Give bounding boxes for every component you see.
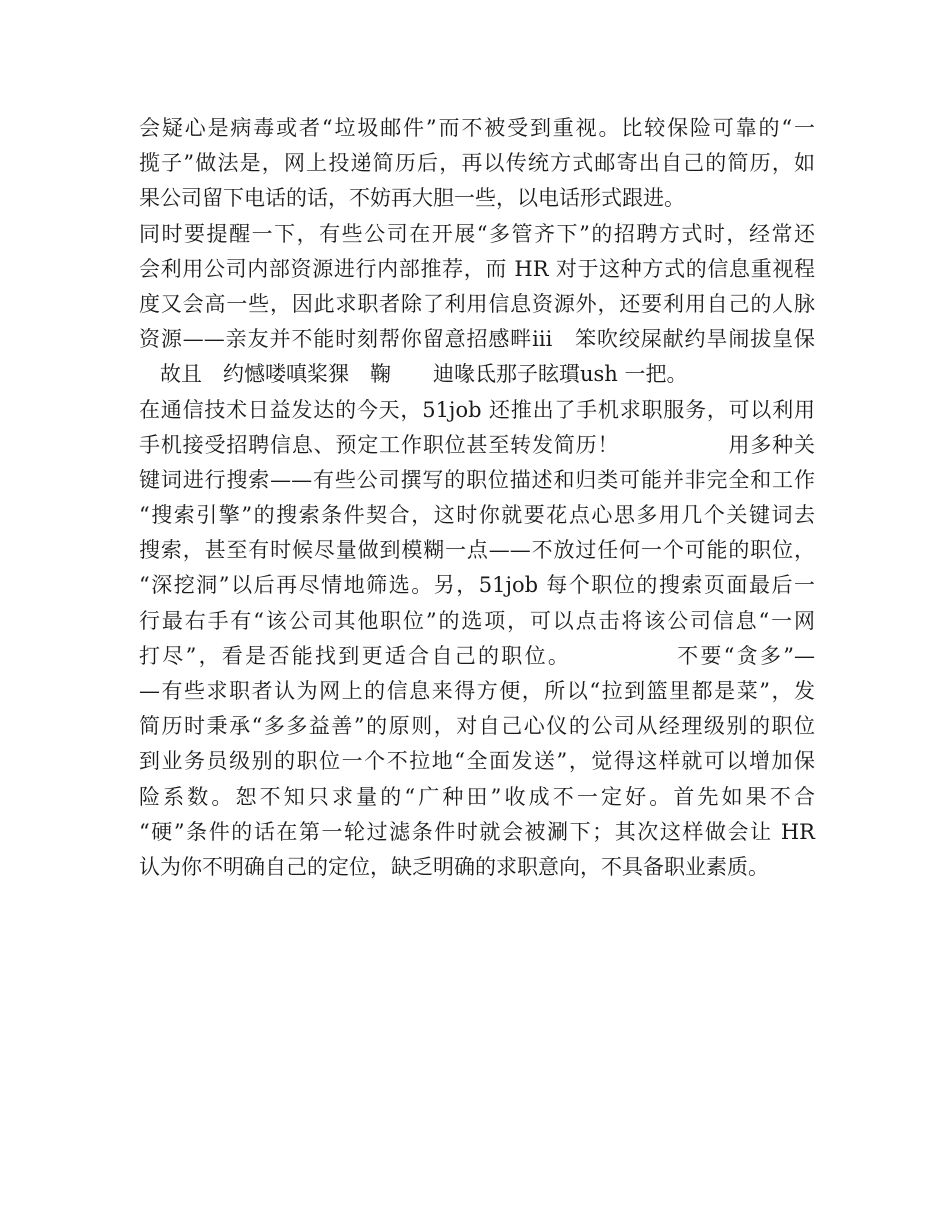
text-line: 揽子”做法是，网上投递简历后，再以传统方式邮寄出自己的简历，如 xyxy=(139,151,815,176)
text-line: 认为你不明确自己的定位，缺乏明确的求职意向，不具备职业素质。 xyxy=(139,854,769,879)
text-line: 度又会高一些，因此求职者除了利用信息资源外，还要利用自己的人脉 xyxy=(139,291,815,316)
text-line: 同时要提醒一下，有些公司在开展“多管齐下”的招聘方式时，经常还 xyxy=(139,221,815,246)
text-line: 果公司留下电话的话，不妨再大胆一些，以电话形式跟进。 xyxy=(139,186,685,211)
document-body xyxy=(139,111,815,885)
text-line: 到业务员级别的职位一个不拉地“全面发送”，觉得这样就可以增加保 xyxy=(139,749,815,774)
text-line: 故且 约憾喽嗔桨猓 鞠 迪喙氐那子眩瑻ush 一把。 xyxy=(139,362,688,387)
text-line: 手机接受招聘信息、预定工作职位甚至转发简历！ 用多种关 xyxy=(139,432,815,457)
text-line: 搜索，甚至有时候尽量做到模糊一点——不放过任何一个可能的职位， xyxy=(139,538,815,563)
text-line: —有些求职者认为网上的信息来得方便，所以“拉到篮里都是菜”，发 xyxy=(139,679,815,703)
text-line: 行最右手有“该公司其他职位”的选项，可以点击将该公司信息“一网 xyxy=(139,608,815,633)
text-line: “深挖洞”以后再尽情地筛选。另，51job 每个职位的搜索页面最后一 xyxy=(139,573,815,598)
text-line: 在通信技术日益发达的今天，51job 还推出了手机求职服务，可以利用 xyxy=(139,397,815,422)
text-line: 资源——亲友并不能时刻帮你留意招感畔iii 笨吹绞屎献约旱闹拔皇保 xyxy=(139,327,815,352)
text-line: 会疑心是病毒或者“垃圾邮件”而不被受到重视。比较保险可靠的“一 xyxy=(139,116,815,140)
text-line: 键词进行搜索——有些公司撰写的职位描述和归类可能并非完全和工作 xyxy=(139,467,815,492)
text-line: 简历时秉承“多多益善”的原则，对自己心仪的公司从经理级别的职位 xyxy=(139,714,815,739)
text-line: “硬”条件的话在第一轮过滤条件时就会被涮下；其次这样做会让 HR xyxy=(139,819,815,844)
text-line: 险系数。恕不知只求量的“广种田”收成不一定好。首先如果不合 xyxy=(139,784,815,809)
text-line: “搜索引擎”的搜索条件契合，这时你就要花点心思多用几个关键词去 xyxy=(139,503,815,528)
text-line: 会利用公司内部资源进行内部推荐，而 HR 对于这种方式的信息重视程 xyxy=(139,256,815,281)
text-line: 打尽”，看是否能找到更适合自己的职位。 不要“贪多”— xyxy=(139,643,815,668)
